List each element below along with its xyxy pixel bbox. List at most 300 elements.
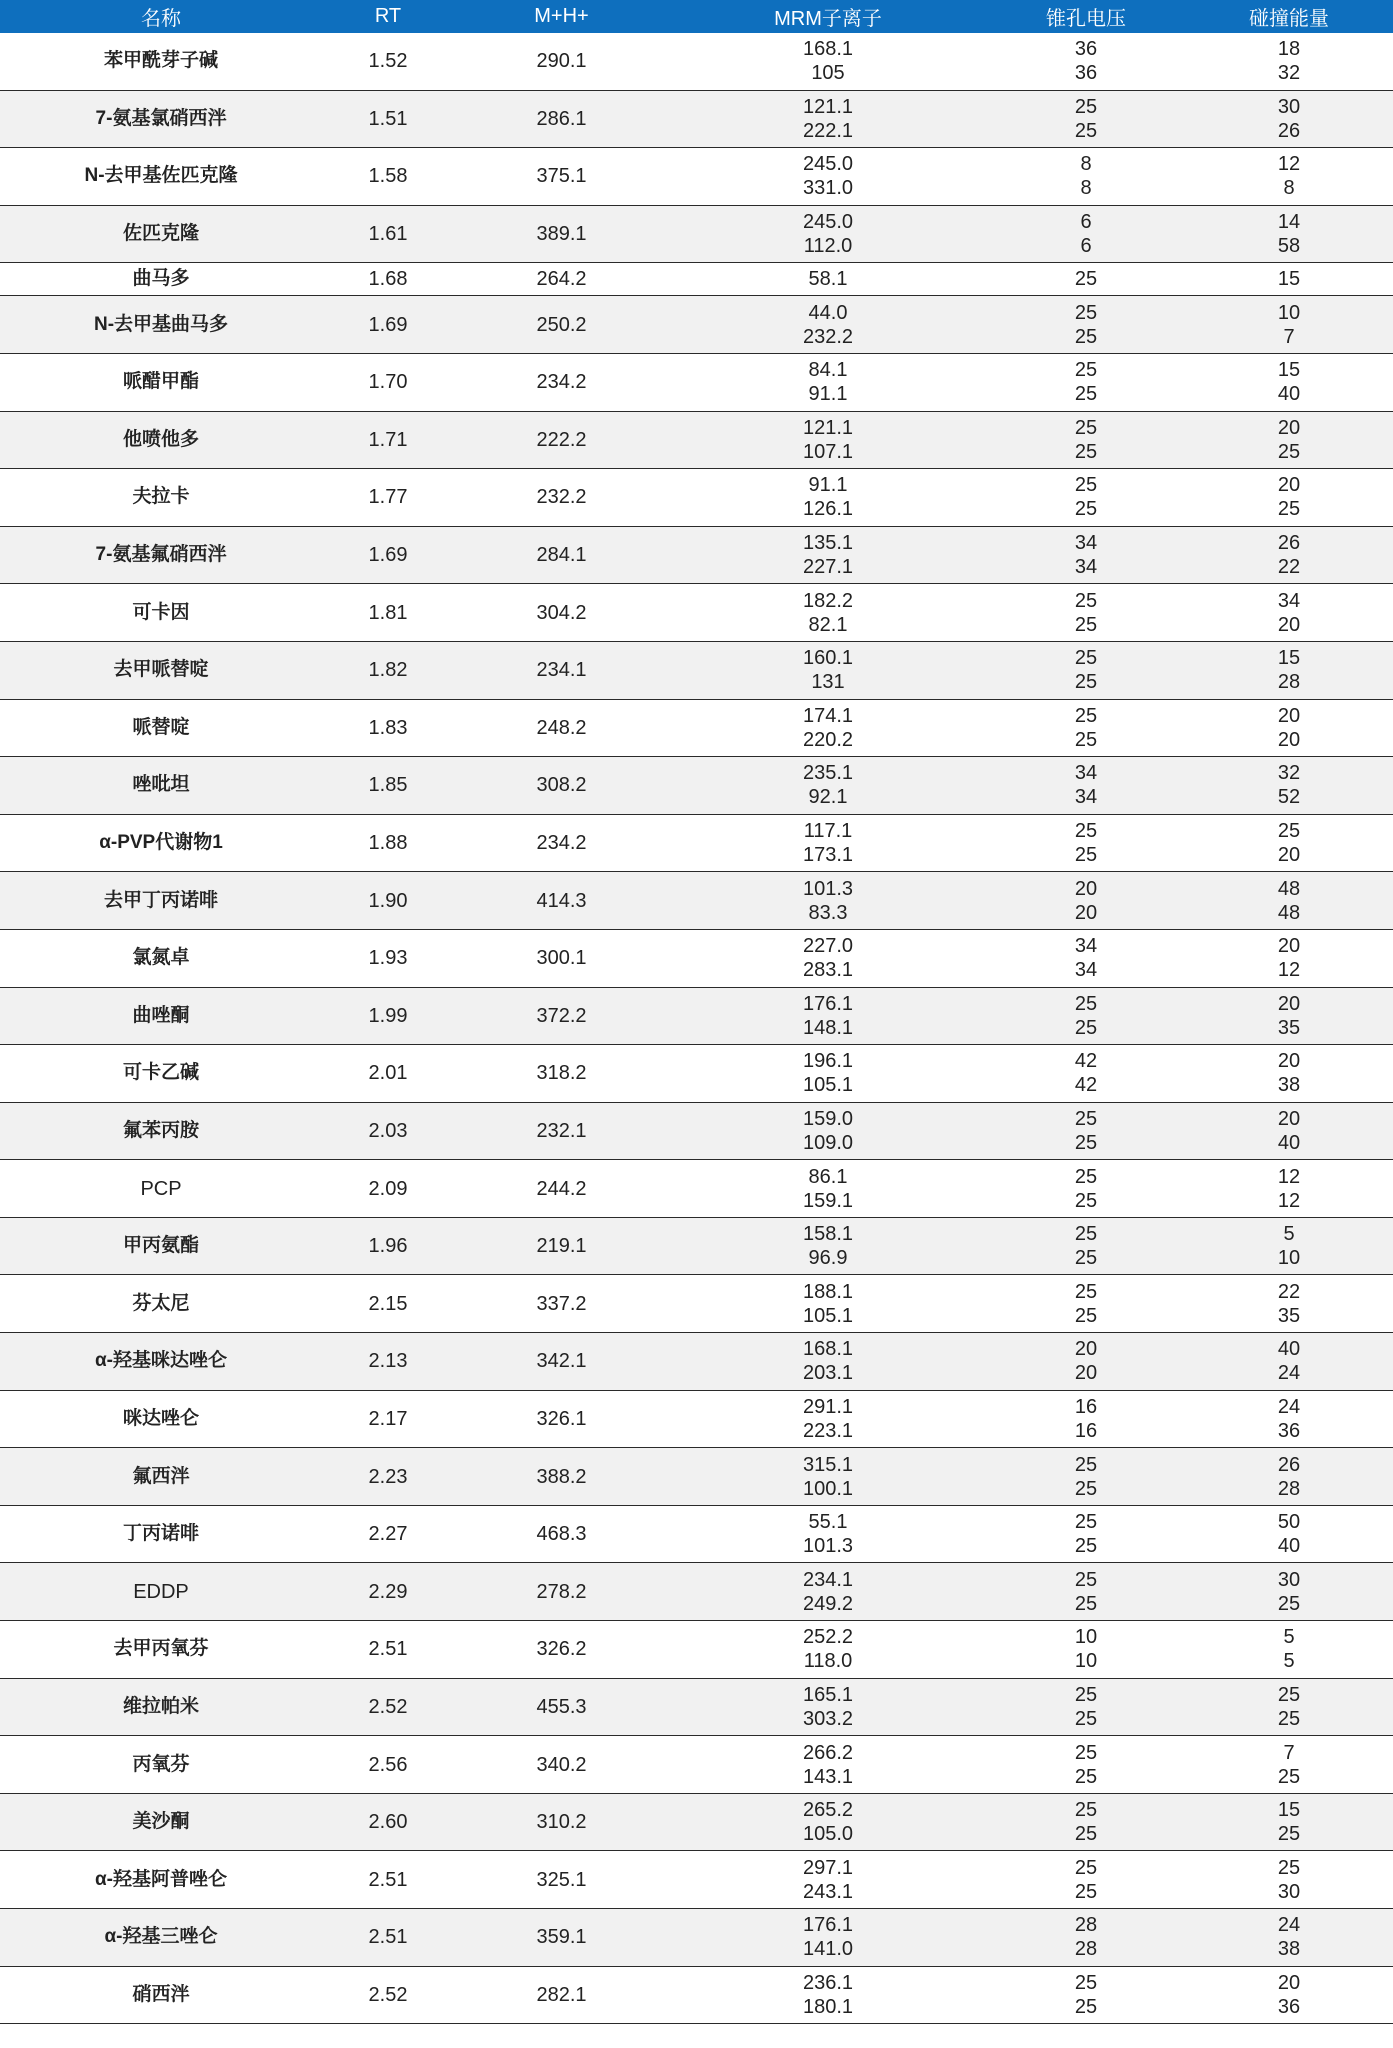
- precursor-ion: 232.1: [454, 1102, 669, 1160]
- precursor-ion: 304.2: [454, 584, 669, 642]
- cone-voltage-value: 25: [1074, 268, 1098, 291]
- collision-energy-value: 20: [1277, 728, 1301, 751]
- collision-energies: [1185, 469, 1393, 527]
- mrm-product-ions: [669, 1160, 987, 1218]
- collision-energies: [1185, 1505, 1393, 1563]
- mrm-value: 234.1: [802, 1568, 854, 1591]
- precursor-ion: 219.1: [454, 1217, 669, 1275]
- cone-voltages: [987, 1102, 1185, 1160]
- collision-energy-value: 14: [1277, 211, 1301, 234]
- collision-energy-value: 48: [1277, 877, 1301, 900]
- collision-energy-value: 25: [1277, 498, 1301, 521]
- compound-name: 唑吡坦: [0, 757, 322, 815]
- cone-voltage-value: 25: [1074, 1304, 1098, 1327]
- cone-voltage-value: 6: [1080, 211, 1092, 234]
- precursor-ion: 244.2: [454, 1160, 669, 1218]
- cone-voltage-value: 42: [1074, 1050, 1098, 1073]
- collision-energies: [1185, 987, 1393, 1045]
- cone-voltage-value: 25: [1074, 1880, 1098, 1903]
- mrm-value: 245.0: [802, 211, 854, 234]
- collision-energy-value: 5: [1283, 1650, 1295, 1673]
- mrm-value: 118.0: [803, 1650, 853, 1673]
- mrm-value: 223.1: [802, 1419, 854, 1442]
- mrm-value: 105: [811, 62, 845, 85]
- mrm-value: 235.1: [802, 762, 854, 785]
- collision-energy-value: 20: [1277, 1107, 1301, 1130]
- table-row: [0, 1505, 1393, 1563]
- cone-voltages: [987, 33, 1185, 90]
- mrm-value: 222.1: [802, 119, 854, 142]
- mrm-value: 245.0: [802, 153, 854, 176]
- cone-voltage-value: 25: [1074, 1823, 1098, 1846]
- cone-voltage-value: 28: [1074, 1938, 1098, 1961]
- mrm-product-ions: [669, 148, 987, 206]
- collision-energy-value: 20: [1277, 416, 1301, 439]
- cone-voltage-value: 25: [1074, 1453, 1098, 1476]
- retention-time: 1.61: [322, 205, 454, 263]
- mrm-value: 55.1: [808, 1511, 848, 1534]
- collision-energy-value: 20: [1277, 474, 1301, 497]
- compound-name: 丁丙诺啡: [0, 1505, 322, 1563]
- mrm-product-ions: [669, 1966, 987, 2024]
- collision-energies: [1185, 1851, 1393, 1909]
- collision-energy-value: 50: [1277, 1511, 1301, 1534]
- header-collision-energy: 碰撞能量: [1185, 0, 1393, 33]
- cone-voltages: [987, 1736, 1185, 1794]
- cone-voltages: [987, 1275, 1185, 1333]
- mrm-value: 159.0: [802, 1107, 854, 1130]
- mrm-value: 249.2: [802, 1592, 854, 1615]
- collision-energy-value: 25: [1277, 1823, 1301, 1846]
- collision-energies: [1185, 411, 1393, 469]
- cone-voltages: [987, 526, 1185, 584]
- precursor-ion: 310.2: [454, 1793, 669, 1851]
- cone-voltage-value: 20: [1074, 877, 1098, 900]
- compound-name: 曲唑酮: [0, 987, 322, 1045]
- mrm-value: 84.1: [808, 359, 848, 382]
- collision-energies: [1185, 757, 1393, 815]
- collision-energy-value: 32: [1277, 762, 1301, 785]
- mrm-product-ions: [669, 263, 987, 296]
- cone-voltages: [987, 1621, 1185, 1679]
- mrm-value: 265.2: [802, 1799, 854, 1822]
- retention-time: 1.52: [322, 33, 454, 90]
- mrm-product-ions: [669, 526, 987, 584]
- mrm-value: 232.2: [802, 325, 854, 348]
- cone-voltages: [987, 1793, 1185, 1851]
- collision-energies: [1185, 353, 1393, 411]
- cone-voltage-value: 25: [1074, 440, 1098, 463]
- cone-voltages: [987, 1966, 1185, 2024]
- compound-name: 7-氨基氯硝西泮: [0, 90, 322, 148]
- compound-name: 可卡因: [0, 584, 322, 642]
- precursor-ion: 248.2: [454, 699, 669, 757]
- header-rt: RT: [322, 0, 454, 33]
- precursor-ion: 234.1: [454, 641, 669, 699]
- mrm-value: 291.1: [802, 1395, 854, 1418]
- mrm-product-ions: [669, 90, 987, 148]
- collision-energy-value: 36: [1277, 1419, 1301, 1442]
- precursor-ion: 389.1: [454, 205, 669, 263]
- compound-name: 可卡乙碱: [0, 1045, 322, 1103]
- cone-voltage-value: 25: [1074, 383, 1098, 406]
- cone-voltage-value: 16: [1074, 1395, 1098, 1418]
- collision-energy-value: 5: [1283, 1223, 1295, 1246]
- cone-voltage-value: 25: [1074, 728, 1098, 751]
- retention-time: 2.52: [322, 1966, 454, 2024]
- retention-time: 1.99: [322, 987, 454, 1045]
- mrm-value: 135.1: [802, 532, 854, 555]
- mrm-product-ions: [669, 757, 987, 815]
- collision-energies: [1185, 1736, 1393, 1794]
- compound-name: 去甲丙氧芬: [0, 1621, 322, 1679]
- mrm-value: 58.1: [808, 268, 848, 291]
- cone-voltage-value: 25: [1074, 498, 1098, 521]
- collision-energy-value: 38: [1277, 1074, 1301, 1097]
- retention-time: 1.93: [322, 929, 454, 987]
- compound-name: 去甲哌替啶: [0, 641, 322, 699]
- cone-voltage-value: 25: [1074, 416, 1098, 439]
- precursor-ion: 278.2: [454, 1563, 669, 1621]
- collision-energy-value: 22: [1277, 556, 1301, 579]
- table-row: [0, 1793, 1393, 1851]
- mrm-value: 180.1: [802, 1995, 854, 2018]
- cone-voltage-value: 10: [1074, 1650, 1098, 1673]
- precursor-ion: 308.2: [454, 757, 669, 815]
- cone-voltage-value: 36: [1074, 62, 1098, 85]
- precursor-ion: 290.1: [454, 33, 669, 90]
- retention-time: 1.82: [322, 641, 454, 699]
- cone-voltages: [987, 814, 1185, 872]
- compound-name: 芬太尼: [0, 1275, 322, 1333]
- mrm-value: 83.3: [808, 901, 848, 924]
- cone-voltages: [987, 411, 1185, 469]
- cone-voltage-value: 8: [1080, 153, 1092, 176]
- collision-energy-value: 12: [1277, 959, 1301, 982]
- precursor-ion: 234.2: [454, 814, 669, 872]
- cone-voltages: [987, 353, 1185, 411]
- table-row: [0, 1217, 1393, 1275]
- cone-voltages: [987, 757, 1185, 815]
- mrm-value: 105.0: [802, 1823, 854, 1846]
- table-row: [0, 469, 1393, 527]
- cone-voltage-value: 20: [1074, 901, 1098, 924]
- mrm-value: 196.1: [802, 1050, 854, 1073]
- collision-energy-value: 24: [1277, 1914, 1301, 1937]
- table-row: [0, 872, 1393, 930]
- mrm-value: 331.0: [802, 177, 854, 200]
- cone-voltage-value: 25: [1074, 359, 1098, 382]
- compound-name: 佐匹克隆: [0, 205, 322, 263]
- retention-time: 2.01: [322, 1045, 454, 1103]
- compound-name: PCP: [0, 1160, 322, 1218]
- collision-energy-value: 20: [1277, 935, 1301, 958]
- collision-energies: [1185, 296, 1393, 354]
- cone-voltages: [987, 263, 1185, 296]
- cone-voltages: [987, 1160, 1185, 1218]
- mrm-value: 283.1: [802, 959, 854, 982]
- mrm-value: 105.1: [802, 1074, 854, 1097]
- mrm-value: 100.1: [802, 1477, 854, 1500]
- mrm-value: 101.3: [802, 1535, 854, 1558]
- collision-energy-value: 30: [1277, 1568, 1301, 1591]
- cone-voltages: [987, 1217, 1185, 1275]
- compound-name: 氟苯丙胺: [0, 1102, 322, 1160]
- collision-energy-value: 40: [1277, 1338, 1301, 1361]
- mrm-product-ions: [669, 1678, 987, 1736]
- retention-time: 2.51: [322, 1621, 454, 1679]
- retention-time: 1.85: [322, 757, 454, 815]
- mrm-value: 168.1: [802, 1338, 854, 1361]
- cone-voltages: [987, 1045, 1185, 1103]
- collision-energies: [1185, 1045, 1393, 1103]
- retention-time: 1.69: [322, 526, 454, 584]
- collision-energy-value: 25: [1277, 820, 1301, 843]
- collision-energy-value: 58: [1277, 235, 1301, 258]
- collision-energy-value: 25: [1277, 1856, 1301, 1879]
- collision-energies: [1185, 641, 1393, 699]
- collision-energy-value: 15: [1277, 1799, 1301, 1822]
- cone-voltage-value: 25: [1074, 1477, 1098, 1500]
- mrm-product-ions: [669, 1851, 987, 1909]
- cone-voltage-value: 25: [1074, 1799, 1098, 1822]
- cone-voltages: [987, 296, 1185, 354]
- collision-energy-value: 26: [1277, 119, 1301, 142]
- retention-time: 2.15: [322, 1275, 454, 1333]
- table-row: [0, 263, 1393, 296]
- mrm-value: 141.0: [802, 1938, 854, 1961]
- table-row: [0, 1102, 1393, 1160]
- mrm-value: 220.2: [802, 728, 854, 751]
- cone-voltage-value: 25: [1074, 844, 1098, 867]
- mrm-value: 131: [811, 671, 845, 694]
- cone-voltage-value: 25: [1074, 95, 1098, 118]
- cone-voltage-value: 20: [1074, 1338, 1098, 1361]
- cone-voltage-value: 25: [1074, 1535, 1098, 1558]
- compound-name: EDDP: [0, 1563, 322, 1621]
- collision-energy-value: 7: [1283, 325, 1295, 348]
- retention-time: 2.23: [322, 1448, 454, 1506]
- collision-energy-value: 30: [1277, 95, 1301, 118]
- retention-time: 1.88: [322, 814, 454, 872]
- mrm-value: 303.2: [802, 1707, 854, 1730]
- cone-voltage-value: 25: [1074, 1683, 1098, 1706]
- retention-time: 1.51: [322, 90, 454, 148]
- mrm-product-ions: [669, 33, 987, 90]
- mrm-product-ions: [669, 1621, 987, 1679]
- table-row: [0, 929, 1393, 987]
- collision-energy-value: 52: [1277, 786, 1301, 809]
- collision-energy-value: 15: [1277, 647, 1301, 670]
- cone-voltages: [987, 469, 1185, 527]
- cone-voltage-value: 25: [1074, 1592, 1098, 1615]
- cone-voltage-value: 25: [1074, 1165, 1098, 1188]
- collision-energy-value: 25: [1277, 1592, 1301, 1615]
- collision-energy-value: 38: [1277, 1938, 1301, 1961]
- mrm-product-ions: [669, 699, 987, 757]
- retention-time: 1.58: [322, 148, 454, 206]
- mrm-value: 159.1: [802, 1189, 854, 1212]
- cone-voltage-value: 25: [1074, 820, 1098, 843]
- mrm-product-ions: [669, 1275, 987, 1333]
- mrm-value: 44.0: [808, 301, 848, 324]
- table-header: [0, 0, 1393, 33]
- mrm-value: 101.3: [802, 877, 854, 900]
- cone-voltage-value: 25: [1074, 1741, 1098, 1764]
- table-row: [0, 814, 1393, 872]
- mrm-value: 188.1: [802, 1280, 854, 1303]
- compound-name: 丙氧芬: [0, 1736, 322, 1794]
- collision-energy-value: 28: [1277, 671, 1301, 694]
- cone-voltage-value: 25: [1074, 704, 1098, 727]
- collision-energies: [1185, 1621, 1393, 1679]
- table-row: [0, 1736, 1393, 1794]
- mrm-value: 165.1: [802, 1683, 854, 1706]
- collision-energy-value: 34: [1277, 589, 1301, 612]
- mrm-product-ions: [669, 584, 987, 642]
- table-row: [0, 699, 1393, 757]
- precursor-ion: 375.1: [454, 148, 669, 206]
- mrm-value: 176.1: [802, 1914, 854, 1937]
- collision-energy-value: 26: [1277, 532, 1301, 555]
- mrm-product-ions: [669, 929, 987, 987]
- collision-energies: [1185, 1909, 1393, 1967]
- table-row: [0, 1909, 1393, 1967]
- cone-voltage-value: 28: [1074, 1914, 1098, 1937]
- precursor-ion: 326.2: [454, 1621, 669, 1679]
- retention-time: 2.29: [322, 1563, 454, 1621]
- collision-energy-value: 25: [1277, 1765, 1301, 1788]
- compound-name: 甲丙氨酯: [0, 1217, 322, 1275]
- compound-name: 硝西泮: [0, 1966, 322, 2024]
- retention-time: 1.77: [322, 469, 454, 527]
- cone-voltages: [987, 584, 1185, 642]
- cone-voltages: [987, 90, 1185, 148]
- mrm-product-ions: [669, 987, 987, 1045]
- mrm-product-ions: [669, 1448, 987, 1506]
- mrm-product-ions: [669, 469, 987, 527]
- cone-voltages: [987, 1448, 1185, 1506]
- cone-voltage-value: 25: [1074, 671, 1098, 694]
- collision-energies: [1185, 1563, 1393, 1621]
- collision-energy-value: 20: [1277, 613, 1301, 636]
- collision-energy-value: 32: [1277, 62, 1301, 85]
- table-row: [0, 353, 1393, 411]
- collision-energy-value: 26: [1277, 1453, 1301, 1476]
- collision-energy-value: 20: [1277, 704, 1301, 727]
- cone-voltages: [987, 641, 1185, 699]
- cone-voltage-value: 25: [1074, 1568, 1098, 1591]
- compound-name: 曲马多: [0, 263, 322, 296]
- cone-voltage-value: 25: [1074, 1511, 1098, 1534]
- cone-voltages: [987, 1505, 1185, 1563]
- collision-energies: [1185, 699, 1393, 757]
- collision-energy-value: 12: [1277, 1165, 1301, 1188]
- collision-energy-value: 10: [1277, 1247, 1301, 1270]
- cone-voltages: [987, 872, 1185, 930]
- collision-energy-value: 7: [1283, 1741, 1295, 1764]
- cone-voltages: [987, 1909, 1185, 1967]
- table-row: [0, 1045, 1393, 1103]
- header-name: 名称: [0, 0, 322, 33]
- retention-time: 2.17: [322, 1390, 454, 1448]
- collision-energies: [1185, 526, 1393, 584]
- compound-name: 哌醋甲酯: [0, 353, 322, 411]
- mrm-value: 168.1: [802, 38, 854, 61]
- mrm-product-ions: [669, 411, 987, 469]
- cone-voltages: [987, 987, 1185, 1045]
- mrm-value: 107.1: [802, 440, 854, 463]
- cone-voltage-value: 25: [1074, 1971, 1098, 1994]
- cone-voltage-value: 25: [1074, 589, 1098, 612]
- collision-energy-value: 15: [1277, 268, 1301, 291]
- compound-name: 去甲丁丙诺啡: [0, 872, 322, 930]
- retention-time: 2.03: [322, 1102, 454, 1160]
- precursor-ion: 325.1: [454, 1851, 669, 1909]
- mrm-product-ions: [669, 353, 987, 411]
- retention-time: 1.69: [322, 296, 454, 354]
- precursor-ion: 468.3: [454, 1505, 669, 1563]
- header-mrm: MRM子离子: [669, 0, 987, 33]
- mrm-value: 160.1: [802, 647, 854, 670]
- collision-energies: [1185, 1102, 1393, 1160]
- mrm-value: 109.0: [802, 1131, 854, 1154]
- cone-voltage-value: 25: [1074, 1707, 1098, 1730]
- table-row: [0, 584, 1393, 642]
- retention-time: 2.13: [322, 1333, 454, 1391]
- cone-voltages: [987, 929, 1185, 987]
- mrm-product-ions: [669, 296, 987, 354]
- collision-energy-value: 15: [1277, 359, 1301, 382]
- collision-energy-value: 20: [1277, 844, 1301, 867]
- collision-energy-value: 24: [1277, 1395, 1301, 1418]
- cone-voltage-value: 34: [1074, 556, 1098, 579]
- mrm-value: 182.2: [802, 589, 854, 612]
- mrm-value: 148.1: [802, 1016, 854, 1039]
- cone-voltage-value: 25: [1074, 1856, 1098, 1879]
- collision-energy-value: 40: [1277, 1131, 1301, 1154]
- header-mh: M+H+: [454, 0, 669, 33]
- collision-energy-value: 5: [1283, 1626, 1295, 1649]
- precursor-ion: 455.3: [454, 1678, 669, 1736]
- compound-name: 哌替啶: [0, 699, 322, 757]
- cone-voltage-value: 8: [1080, 177, 1092, 200]
- precursor-ion: 342.1: [454, 1333, 669, 1391]
- table-body: [0, 33, 1393, 2024]
- collision-energy-value: 22: [1277, 1280, 1301, 1303]
- collision-energy-value: 30: [1277, 1880, 1301, 1903]
- collision-energy-value: 35: [1277, 1304, 1301, 1327]
- table-row: [0, 757, 1393, 815]
- cone-voltage-value: 25: [1074, 647, 1098, 670]
- compound-name: 氯氮卓: [0, 929, 322, 987]
- compound-name: 7-氨基氟硝西泮: [0, 526, 322, 584]
- mrm-product-ions: [669, 1217, 987, 1275]
- mrm-product-ions: [669, 1390, 987, 1448]
- table-row: [0, 526, 1393, 584]
- collision-energies: [1185, 90, 1393, 148]
- compound-name: α-羟基三唑仑: [0, 1909, 322, 1967]
- table-row: [0, 1160, 1393, 1218]
- cone-voltage-value: 25: [1074, 1016, 1098, 1039]
- mrm-product-ions: [669, 1045, 987, 1103]
- cone-voltage-value: 25: [1074, 1189, 1098, 1212]
- header-cone-voltage: 锥孔电压: [987, 0, 1185, 33]
- mrm-product-ions: [669, 641, 987, 699]
- cone-voltage-value: 20: [1074, 1362, 1098, 1385]
- mrm-product-ions: [669, 814, 987, 872]
- retention-time: 2.09: [322, 1160, 454, 1218]
